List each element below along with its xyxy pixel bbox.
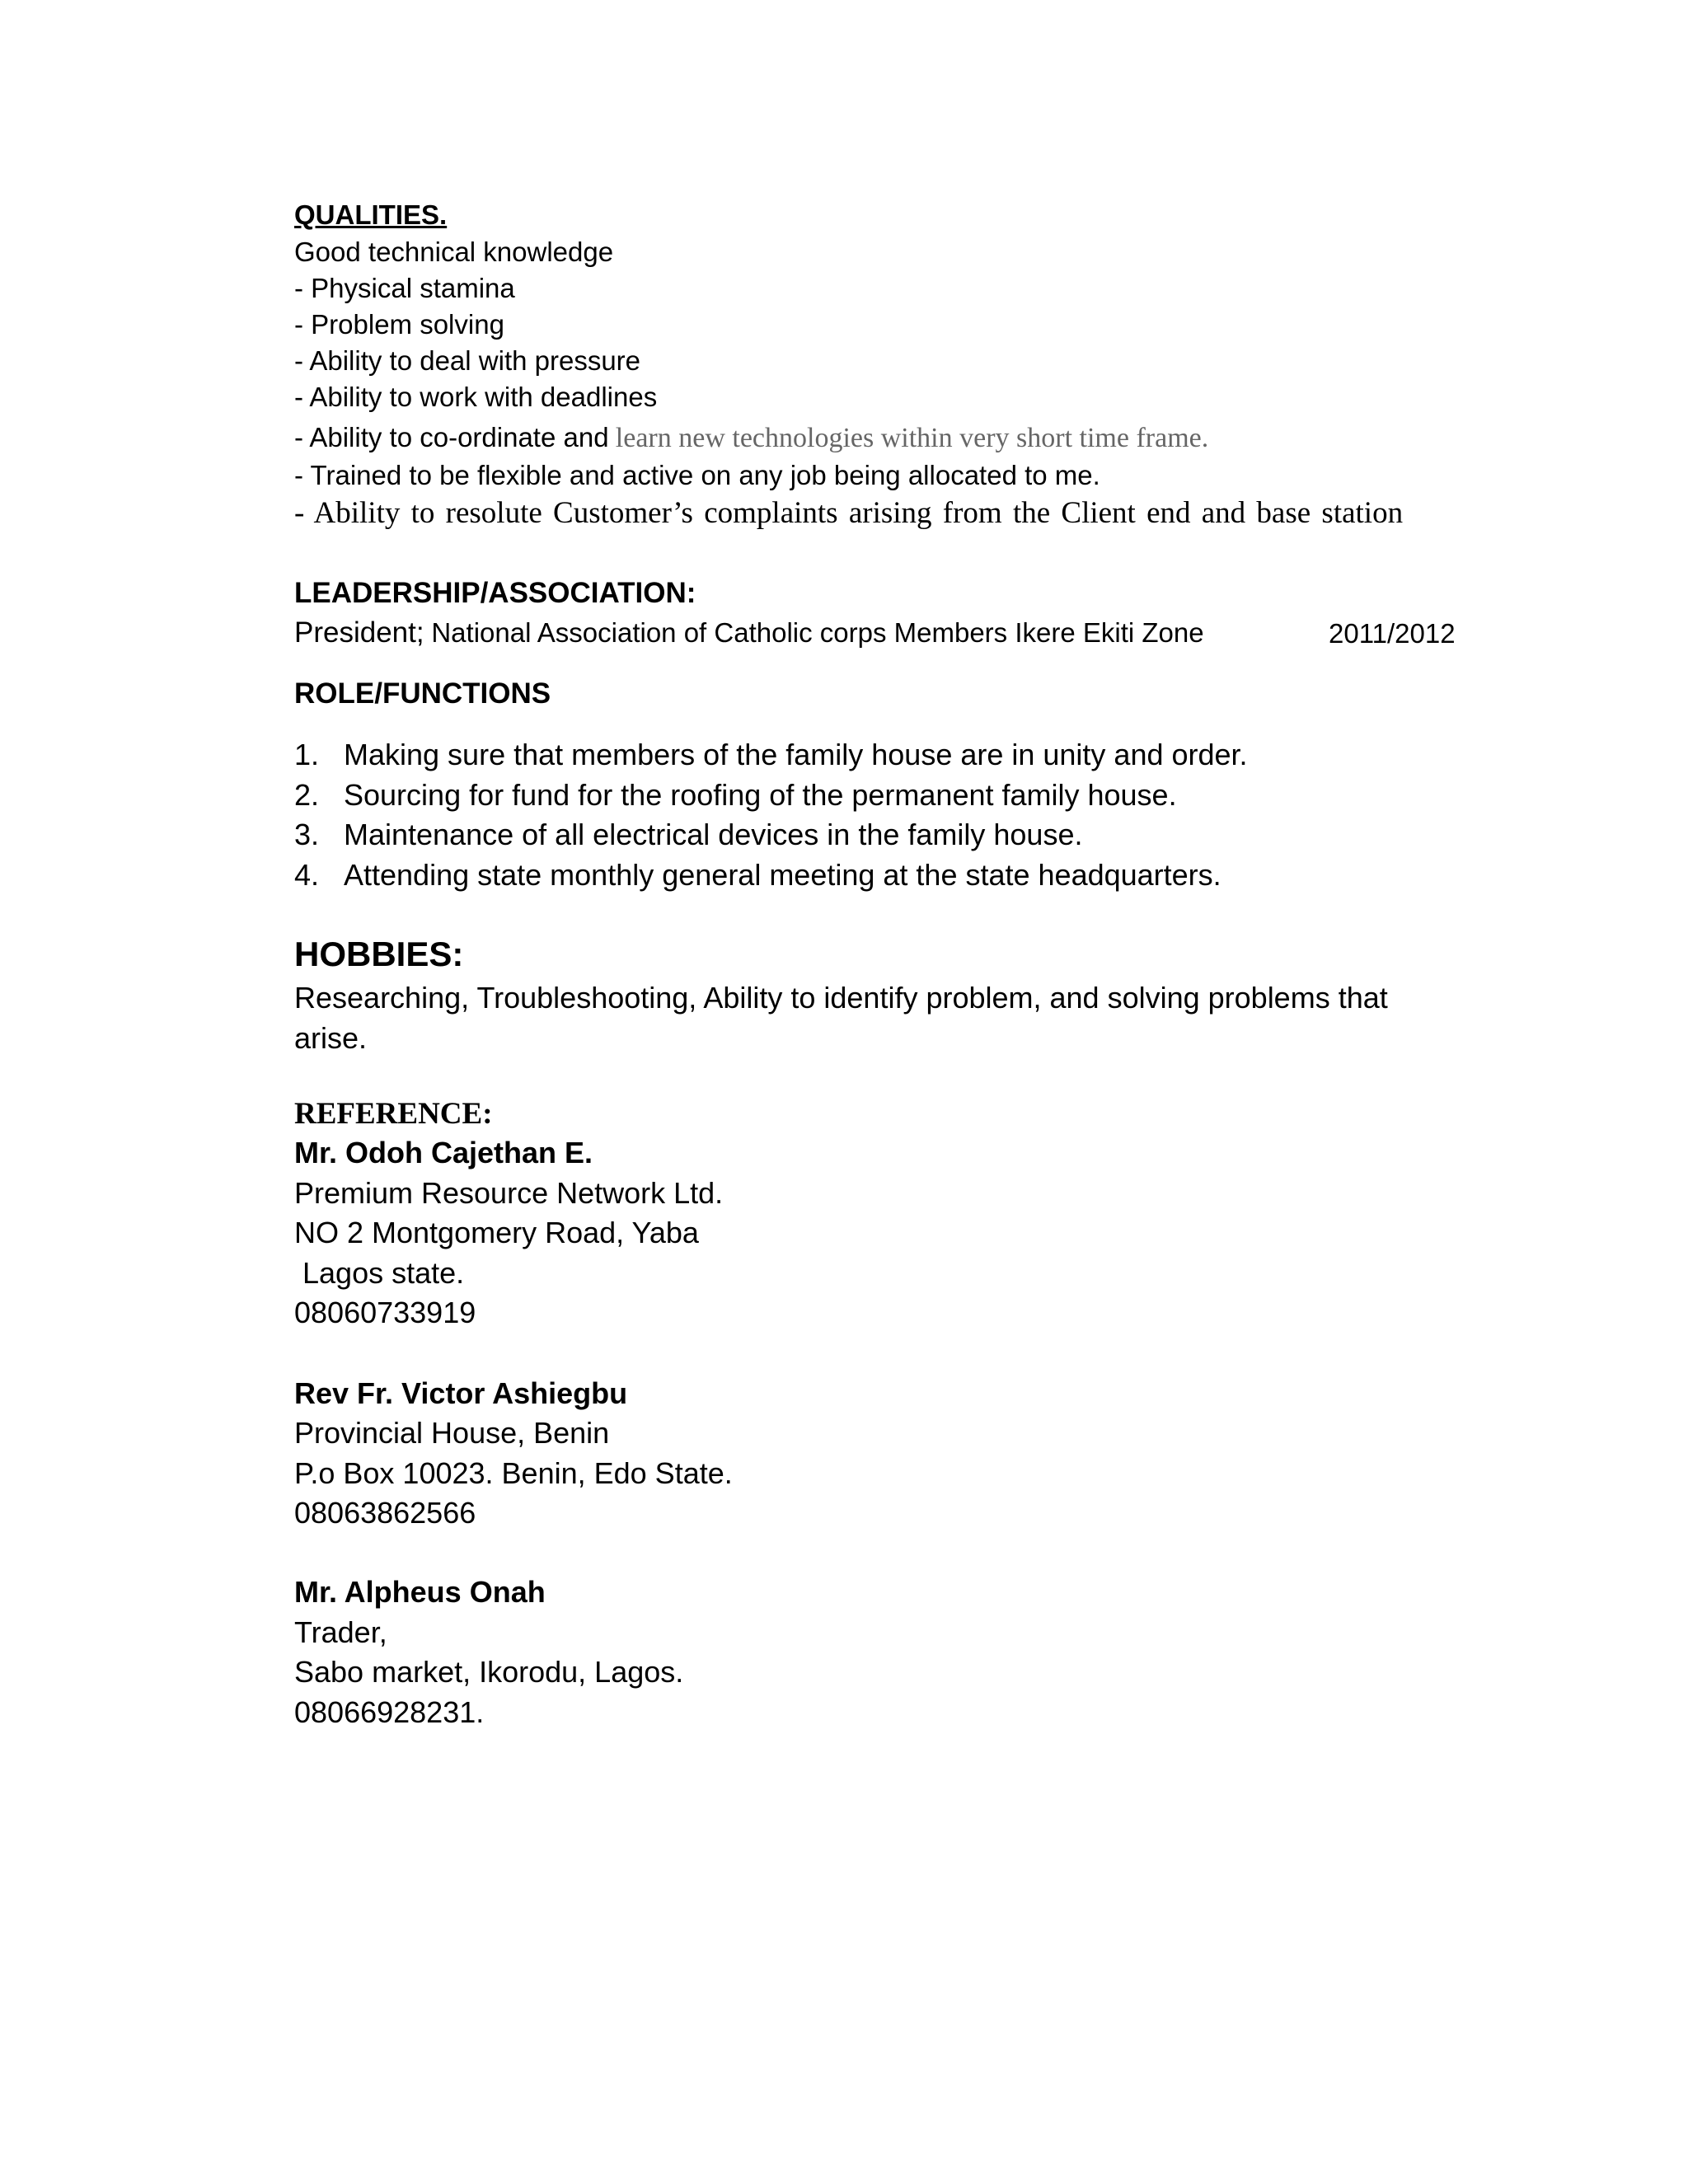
reference-phone: 08060733919 xyxy=(294,1296,476,1329)
reference-phone: 08066928231. xyxy=(294,1695,485,1729)
role-item xyxy=(294,738,1248,772)
reference-line: Lagos state. xyxy=(294,1256,465,1290)
quality-item: - Physical stamina xyxy=(294,273,515,303)
quality-item: - Ability to deal with pressure xyxy=(294,345,641,376)
quality-trained: - Trained to be flexible and active on any job being allocated to me. xyxy=(294,460,1100,490)
reference-line: NO 2 Montgomery Road, Yaba xyxy=(294,1216,699,1249)
leadership-role-text: National Association of Catholic corps Members Ikere Ekiti Zone xyxy=(431,617,1204,648)
role-text: Sourcing for fund for the roofing of the permanent family house. xyxy=(344,778,1177,812)
quality-coordinate-suffix: learn new technologies within very short time frame. xyxy=(615,423,1209,453)
reference-name: Rev Fr. Victor Ashiegbu xyxy=(294,1376,628,1410)
role-text: Attending state monthly general meeting at the state headquarters. xyxy=(344,858,1221,892)
quality-coordinate-line xyxy=(294,422,1208,454)
leadership-role xyxy=(294,616,1204,649)
hobbies-text-line2: arise. xyxy=(294,1021,368,1055)
role-text: Maintenance of all electrical devices in the family house. xyxy=(344,818,1083,851)
quality-item: - Problem solving xyxy=(294,309,504,340)
leadership-heading: LEADERSHIP/ASSOCIATION: xyxy=(294,577,696,609)
role-number: 1. xyxy=(294,738,320,771)
qualities-heading: QUALITIES. xyxy=(294,199,448,230)
reference-heading: REFERENCE: xyxy=(294,1097,493,1131)
role-text: Making sure that members of the family house are in unity and order. xyxy=(344,738,1248,771)
role-number: 3. xyxy=(294,818,320,851)
role-number: 2. xyxy=(294,778,320,812)
reference-line: Premium Resource Network Ltd. xyxy=(294,1176,724,1210)
leadership-years: 2011/2012 xyxy=(1329,618,1456,649)
leadership-role-prefix: President; xyxy=(294,616,424,649)
role-item xyxy=(294,818,1082,852)
qualities-intro: Good technical knowledge xyxy=(294,237,614,267)
role-item xyxy=(294,778,1177,813)
hobbies-text-line1: Researching, Troubleshooting, Ability to identify problem, and solving problems that xyxy=(294,981,1388,1015)
reference-line: Provincial House, Benin xyxy=(294,1416,610,1450)
reference-phone: 08063862566 xyxy=(294,1496,476,1530)
roles-heading: ROLE/FUNCTIONS xyxy=(294,677,551,710)
reference-line: Sabo market, Ikorodu, Lagos. xyxy=(294,1655,684,1689)
quality-coordinate-prefix: - Ability to co-ordinate and xyxy=(294,422,609,452)
quality-item: - Ability to work with deadlines xyxy=(294,382,658,412)
role-item xyxy=(294,858,1221,893)
reference-name: Mr. Odoh Cajethan E. xyxy=(294,1136,593,1169)
role-number: 4. xyxy=(294,858,320,892)
quality-resolute: - Ability to resolute Customer’s complaints arising from the Client end and base station xyxy=(294,496,1404,530)
reference-line: P.o Box 10023. Benin, Edo State. xyxy=(294,1456,733,1490)
reference-name: Mr. Alpheus Onah xyxy=(294,1575,546,1609)
hobbies-heading: HOBBIES: xyxy=(294,935,464,973)
reference-line: Trader, xyxy=(294,1615,387,1649)
